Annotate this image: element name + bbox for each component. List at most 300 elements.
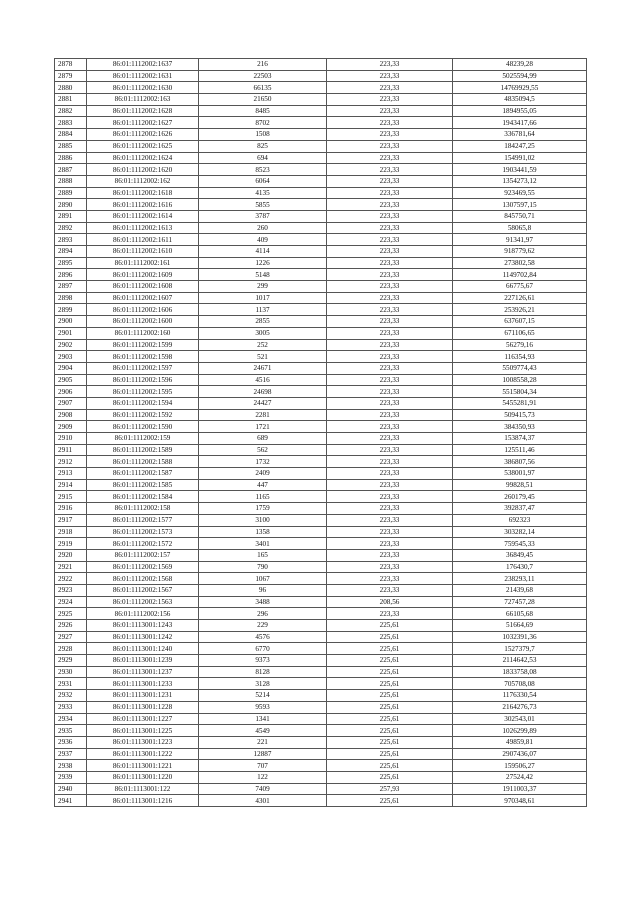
- area-cell: 22503: [199, 70, 327, 82]
- table-row: [55, 725, 587, 737]
- unit-value-cell: 223,33: [327, 105, 453, 117]
- cadastral-value-cell: 705708,08: [453, 678, 587, 690]
- area-cell: 1759: [199, 503, 327, 515]
- row-number-cell: 2880: [55, 82, 87, 94]
- table-row: [55, 82, 587, 94]
- cadastral-number-cell: 86:01:1112002:156: [87, 608, 199, 620]
- unit-value-cell: 223,33: [327, 514, 453, 526]
- unit-value-cell: 223,33: [327, 117, 453, 129]
- cadastral-number-cell: 86:01:1112002:1598: [87, 351, 199, 363]
- cadastral-value-cell: 918779,62: [453, 246, 587, 258]
- table-row: [55, 468, 587, 480]
- table-row: [55, 70, 587, 82]
- cadastral-number-cell: 86:01:1113001:1240: [87, 643, 199, 655]
- cadastral-number-cell: 86:01:1112002:1614: [87, 210, 199, 222]
- area-cell: 707: [199, 760, 327, 772]
- area-cell: 4516: [199, 374, 327, 386]
- unit-value-cell: 223,33: [327, 210, 453, 222]
- row-number-cell: 2915: [55, 491, 87, 503]
- area-cell: 9593: [199, 701, 327, 713]
- unit-value-cell: 223,33: [327, 433, 453, 445]
- cadastral-number-cell: 86:01:1113001:1233: [87, 678, 199, 690]
- cadastral-value-cell: 671106,65: [453, 327, 587, 339]
- table-row: [55, 433, 587, 445]
- table-row: [55, 339, 587, 351]
- cadastral-value-cell: 2114642,53: [453, 655, 587, 667]
- cadastral-number-cell: 86:01:1112002:1587: [87, 468, 199, 480]
- unit-value-cell: 223,33: [327, 479, 453, 491]
- cadastral-number-cell: 86:01:1112002:1589: [87, 444, 199, 456]
- area-cell: 5214: [199, 690, 327, 702]
- area-cell: 790: [199, 561, 327, 573]
- unit-value-cell: 223,33: [327, 70, 453, 82]
- unit-value-cell: 223,33: [327, 549, 453, 561]
- unit-value-cell: 223,33: [327, 444, 453, 456]
- cadastral-value-cell: 1149702,84: [453, 269, 587, 281]
- cadastral-number-cell: 86:01:1112002:1594: [87, 397, 199, 409]
- cadastral-value-cell: 253926,21: [453, 304, 587, 316]
- unit-value-cell: 223,33: [327, 573, 453, 585]
- area-cell: 229: [199, 620, 327, 632]
- cadastral-value-cell: 538001,97: [453, 468, 587, 480]
- row-number-cell: 2905: [55, 374, 87, 386]
- cadastral-number-cell: 86:01:1112002:158: [87, 503, 199, 515]
- area-cell: 4549: [199, 725, 327, 737]
- area-cell: 4114: [199, 246, 327, 258]
- unit-value-cell: 223,33: [327, 584, 453, 596]
- unit-value-cell: 225,61: [327, 713, 453, 725]
- cadastral-value-cell: 1911003,37: [453, 783, 587, 795]
- table-row: [55, 234, 587, 246]
- table-row: [55, 608, 587, 620]
- row-number-cell: 2895: [55, 257, 87, 269]
- table-row: [55, 444, 587, 456]
- cadastral-number-cell: 86:01:1113001:1227: [87, 713, 199, 725]
- table-row: [55, 690, 587, 702]
- row-number-cell: 2884: [55, 129, 87, 141]
- unit-value-cell: 223,33: [327, 561, 453, 573]
- area-cell: 7409: [199, 783, 327, 795]
- row-number-cell: 2918: [55, 526, 87, 538]
- row-number-cell: 2935: [55, 725, 87, 737]
- cadastral-number-cell: 86:01:1113001:1222: [87, 748, 199, 760]
- table-row: [55, 129, 587, 141]
- unit-value-cell: 223,33: [327, 140, 453, 152]
- row-number-cell: 2908: [55, 409, 87, 421]
- unit-value-cell: 223,33: [327, 59, 453, 71]
- unit-value-cell: 223,33: [327, 468, 453, 480]
- row-number-cell: 2931: [55, 678, 87, 690]
- row-number-cell: 2887: [55, 164, 87, 176]
- cadastral-value-cell: 273802,58: [453, 257, 587, 269]
- unit-value-cell: 225,61: [327, 631, 453, 643]
- row-number-cell: 2932: [55, 690, 87, 702]
- cadastral-value-cell: 1943417,66: [453, 117, 587, 129]
- row-number-cell: 2902: [55, 339, 87, 351]
- area-cell: 3401: [199, 538, 327, 550]
- table-row: [55, 386, 587, 398]
- cadastral-number-cell: 86:01:1113001:1220: [87, 771, 199, 783]
- cadastral-number-cell: 86:01:1113001:122: [87, 783, 199, 795]
- table-row: [55, 152, 587, 164]
- cadastral-value-cell: 303282,14: [453, 526, 587, 538]
- row-number-cell: 2885: [55, 140, 87, 152]
- table-row: [55, 269, 587, 281]
- row-number-cell: 2897: [55, 281, 87, 293]
- cadastral-number-cell: 86:01:1112002:1609: [87, 269, 199, 281]
- area-cell: 3128: [199, 678, 327, 690]
- table-row: [55, 573, 587, 585]
- area-cell: 409: [199, 234, 327, 246]
- area-cell: 1508: [199, 129, 327, 141]
- cadastral-number-cell: 86:01:1112002:1613: [87, 222, 199, 234]
- cadastral-number-cell: 86:01:1113001:1231: [87, 690, 199, 702]
- cadastral-number-cell: 86:01:1112002:161: [87, 257, 199, 269]
- unit-value-cell: 223,33: [327, 152, 453, 164]
- table-row: [55, 397, 587, 409]
- unit-value-cell: 223,33: [327, 199, 453, 211]
- area-cell: 8128: [199, 666, 327, 678]
- cadastral-value-cell: 36849,45: [453, 549, 587, 561]
- table-row: [55, 620, 587, 632]
- row-number-cell: 2916: [55, 503, 87, 515]
- unit-value-cell: 223,33: [327, 608, 453, 620]
- table-row: [55, 316, 587, 328]
- cadastral-value-cell: 153874,37: [453, 433, 587, 445]
- cadastral-number-cell: 86:01:1112002:1620: [87, 164, 199, 176]
- unit-value-cell: 223,33: [327, 175, 453, 187]
- cadastral-number-cell: 86:01:1112002:1630: [87, 82, 199, 94]
- cadastral-value-cell: 5515804,34: [453, 386, 587, 398]
- cadastral-value-cell: 727457,28: [453, 596, 587, 608]
- area-cell: 122: [199, 771, 327, 783]
- cadastral-value-cell: 692323: [453, 514, 587, 526]
- cadastral-number-cell: 86:01:1112002:1608: [87, 281, 199, 293]
- cadastral-number-cell: 86:01:1112002:1597: [87, 362, 199, 374]
- area-cell: 96: [199, 584, 327, 596]
- cadastral-value-cell: 159506,27: [453, 760, 587, 772]
- cadastral-value-cell: 227126,61: [453, 292, 587, 304]
- row-number-cell: 2899: [55, 304, 87, 316]
- cadastral-value-cell: 336781,64: [453, 129, 587, 141]
- row-number-cell: 2903: [55, 351, 87, 363]
- table-row: [55, 549, 587, 561]
- row-number-cell: 2881: [55, 94, 87, 106]
- row-number-cell: 2886: [55, 152, 87, 164]
- cadastral-value-cell: 5455281,91: [453, 397, 587, 409]
- unit-value-cell: 223,33: [327, 386, 453, 398]
- cadastral-value-cell: 923469,55: [453, 187, 587, 199]
- row-number-cell: 2894: [55, 246, 87, 258]
- unit-value-cell: 223,33: [327, 82, 453, 94]
- area-cell: 221: [199, 736, 327, 748]
- row-number-cell: 2900: [55, 316, 87, 328]
- table-row: [55, 164, 587, 176]
- row-number-cell: 2889: [55, 187, 87, 199]
- row-number-cell: 2892: [55, 222, 87, 234]
- area-cell: 299: [199, 281, 327, 293]
- table-row: [55, 491, 587, 503]
- row-number-cell: 2883: [55, 117, 87, 129]
- cadastral-number-cell: 86:01:1112002:1595: [87, 386, 199, 398]
- unit-value-cell: 225,61: [327, 760, 453, 772]
- cadastral-value-cell: 1527379,7: [453, 643, 587, 655]
- cadastral-number-cell: 86:01:1112002:1596: [87, 374, 199, 386]
- unit-value-cell: 225,61: [327, 643, 453, 655]
- cadastral-number-cell: 86:01:1112002:157: [87, 549, 199, 561]
- cadastral-value-cell: 27524,42: [453, 771, 587, 783]
- cadastral-number-cell: 86:01:1112002:1569: [87, 561, 199, 573]
- cadastral-value-cell: 91341,97: [453, 234, 587, 246]
- row-number-cell: 2909: [55, 421, 87, 433]
- unit-value-cell: 223,33: [327, 339, 453, 351]
- cadastral-number-cell: 86:01:1112002:1585: [87, 479, 199, 491]
- table-row: [55, 409, 587, 421]
- cadastral-value-cell: 970348,61: [453, 795, 587, 807]
- cadastral-number-cell: 86:01:1112002:1606: [87, 304, 199, 316]
- table-row: [55, 701, 587, 713]
- area-cell: 1721: [199, 421, 327, 433]
- table-row: [55, 631, 587, 643]
- cadastral-number-cell: 86:01:1113001:1216: [87, 795, 199, 807]
- unit-value-cell: 223,33: [327, 362, 453, 374]
- cadastral-number-cell: 86:01:1113001:1221: [87, 760, 199, 772]
- table-row: [55, 210, 587, 222]
- area-cell: 562: [199, 444, 327, 456]
- cadastral-value-cell: 66105,68: [453, 608, 587, 620]
- row-number-cell: 2896: [55, 269, 87, 281]
- unit-value-cell: 223,33: [327, 164, 453, 176]
- cadastral-value-cell: 66775,67: [453, 281, 587, 293]
- area-cell: 6064: [199, 175, 327, 187]
- cadastral-value-cell: 384350,93: [453, 421, 587, 433]
- unit-value-cell: 225,61: [327, 655, 453, 667]
- area-cell: 825: [199, 140, 327, 152]
- cadastral-value-cell: 49859,81: [453, 736, 587, 748]
- row-number-cell: 2904: [55, 362, 87, 374]
- row-number-cell: 2891: [55, 210, 87, 222]
- cadastral-number-cell: 86:01:1112002:1607: [87, 292, 199, 304]
- area-cell: 3005: [199, 327, 327, 339]
- area-cell: 8523: [199, 164, 327, 176]
- table-row: [55, 257, 587, 269]
- row-number-cell: 2919: [55, 538, 87, 550]
- row-number-cell: 2925: [55, 608, 87, 620]
- cadastral-number-cell: 86:01:1112002:1610: [87, 246, 199, 258]
- row-number-cell: 2923: [55, 584, 87, 596]
- cadastral-value-cell: 759545,33: [453, 538, 587, 550]
- table-row: [55, 304, 587, 316]
- row-number-cell: 2913: [55, 468, 87, 480]
- table-row: [55, 736, 587, 748]
- unit-value-cell: 223,33: [327, 503, 453, 515]
- unit-value-cell: 223,33: [327, 374, 453, 386]
- cadastral-number-cell: 86:01:1112002:1611: [87, 234, 199, 246]
- table-row: [55, 783, 587, 795]
- table-row: [55, 643, 587, 655]
- cadastral-number-cell: 86:01:1112002:1625: [87, 140, 199, 152]
- unit-value-cell: 225,61: [327, 701, 453, 713]
- unit-value-cell: 223,33: [327, 526, 453, 538]
- area-cell: 3787: [199, 210, 327, 222]
- table-row: [55, 140, 587, 152]
- cadastral-value-cell: 4835094,5: [453, 94, 587, 106]
- cadastral-number-cell: 86:01:1112002:1573: [87, 526, 199, 538]
- row-number-cell: 2933: [55, 701, 87, 713]
- row-number-cell: 2941: [55, 795, 87, 807]
- row-number-cell: 2936: [55, 736, 87, 748]
- area-cell: 1017: [199, 292, 327, 304]
- area-cell: 1358: [199, 526, 327, 538]
- cadastral-number-cell: 86:01:1112002:1600: [87, 316, 199, 328]
- row-number-cell: 2901: [55, 327, 87, 339]
- row-number-cell: 2938: [55, 760, 87, 772]
- unit-value-cell: 223,33: [327, 304, 453, 316]
- unit-value-cell: 223,33: [327, 351, 453, 363]
- area-cell: 8485: [199, 105, 327, 117]
- cadastral-number-cell: 86:01:1113001:1228: [87, 701, 199, 713]
- table-row: [55, 59, 587, 71]
- table-row: [55, 374, 587, 386]
- area-cell: 252: [199, 339, 327, 351]
- table-row: [55, 514, 587, 526]
- area-cell: 2855: [199, 316, 327, 328]
- row-number-cell: 2907: [55, 397, 87, 409]
- unit-value-cell: 225,61: [327, 690, 453, 702]
- cadastral-number-cell: 86:01:1112002:1626: [87, 129, 199, 141]
- cadastral-number-cell: 86:01:1112002:163: [87, 94, 199, 106]
- cadastral-number-cell: 86:01:1112002:1563: [87, 596, 199, 608]
- area-cell: 6770: [199, 643, 327, 655]
- cadastral-value-cell: 392837,47: [453, 503, 587, 515]
- cadastral-value-cell: 184247,25: [453, 140, 587, 152]
- row-number-cell: 2898: [55, 292, 87, 304]
- cadastral-value-cell: 154991,02: [453, 152, 587, 164]
- table-row: [55, 94, 587, 106]
- area-cell: 216: [199, 59, 327, 71]
- cadastral-value-cell: 125511,46: [453, 444, 587, 456]
- table-row: [55, 175, 587, 187]
- table-row: [55, 713, 587, 725]
- unit-value-cell: 225,61: [327, 736, 453, 748]
- cadastral-number-cell: 86:01:1112002:1588: [87, 456, 199, 468]
- unit-value-cell: 225,61: [327, 725, 453, 737]
- cadastral-number-cell: 86:01:1112002:1592: [87, 409, 199, 421]
- table-row: [55, 795, 587, 807]
- table-row: [55, 503, 587, 515]
- row-number-cell: 2910: [55, 433, 87, 445]
- table-row: [55, 117, 587, 129]
- table-row: [55, 246, 587, 258]
- table-row: [55, 526, 587, 538]
- unit-value-cell: 225,61: [327, 620, 453, 632]
- area-cell: 4135: [199, 187, 327, 199]
- table-body: [55, 59, 587, 807]
- area-cell: 4301: [199, 795, 327, 807]
- unit-value-cell: 223,33: [327, 327, 453, 339]
- area-cell: 1341: [199, 713, 327, 725]
- cadastral-value-cell: 176430,7: [453, 561, 587, 573]
- area-cell: 21650: [199, 94, 327, 106]
- area-cell: 5855: [199, 199, 327, 211]
- row-number-cell: 2937: [55, 748, 87, 760]
- area-cell: 9373: [199, 655, 327, 667]
- cadastral-value-cell: 509415,73: [453, 409, 587, 421]
- cadastral-value-cell: 48239,28: [453, 59, 587, 71]
- table-row: [55, 538, 587, 550]
- unit-value-cell: 225,61: [327, 748, 453, 760]
- cadastral-number-cell: 86:01:1112002:160: [87, 327, 199, 339]
- cadastral-value-cell: 1307597,15: [453, 199, 587, 211]
- table-row: [55, 771, 587, 783]
- unit-value-cell: 223,33: [327, 421, 453, 433]
- row-number-cell: 2911: [55, 444, 87, 456]
- table-row: [55, 327, 587, 339]
- cadastral-value-cell: 5025594,99: [453, 70, 587, 82]
- cadastral-number-cell: 86:01:1112002:1628: [87, 105, 199, 117]
- table-row: [55, 678, 587, 690]
- area-cell: 4576: [199, 631, 327, 643]
- cadastral-value-cell: 14769929,55: [453, 82, 587, 94]
- table-row: [55, 421, 587, 433]
- cadastral-value-cell: 21439,68: [453, 584, 587, 596]
- area-cell: 2409: [199, 468, 327, 480]
- area-cell: 1165: [199, 491, 327, 503]
- table-row: [55, 351, 587, 363]
- cadastral-value-cell: 1032391,36: [453, 631, 587, 643]
- table-row: [55, 655, 587, 667]
- row-number-cell: 2906: [55, 386, 87, 398]
- cadastral-value-cell: 99828,51: [453, 479, 587, 491]
- area-cell: 24698: [199, 386, 327, 398]
- cadastral-number-cell: 86:01:1112002:1584: [87, 491, 199, 503]
- area-cell: 2281: [199, 409, 327, 421]
- cadastral-value-cell: 51664,69: [453, 620, 587, 632]
- cadastral-value-cell: 386807,56: [453, 456, 587, 468]
- row-number-cell: 2912: [55, 456, 87, 468]
- cadastral-number-cell: 86:01:1113001:1223: [87, 736, 199, 748]
- unit-value-cell: 223,33: [327, 187, 453, 199]
- row-number-cell: 2929: [55, 655, 87, 667]
- row-number-cell: 2927: [55, 631, 87, 643]
- unit-value-cell: 225,61: [327, 771, 453, 783]
- cadastral-value-cell: 845750,71: [453, 210, 587, 222]
- row-number-cell: 2914: [55, 479, 87, 491]
- cadastral-number-cell: 86:01:1112002:1616: [87, 199, 199, 211]
- unit-value-cell: 225,61: [327, 666, 453, 678]
- unit-value-cell: 223,33: [327, 316, 453, 328]
- area-cell: 521: [199, 351, 327, 363]
- unit-value-cell: 223,33: [327, 409, 453, 421]
- cadastral-number-cell: 86:01:1112002:1624: [87, 152, 199, 164]
- table-row: [55, 199, 587, 211]
- area-cell: 1226: [199, 257, 327, 269]
- area-cell: 3488: [199, 596, 327, 608]
- cadastral-value-cell: 58065,8: [453, 222, 587, 234]
- cadastral-number-cell: 86:01:1113001:1242: [87, 631, 199, 643]
- table-row: [55, 584, 587, 596]
- cadastral-number-cell: 86:01:1112002:1590: [87, 421, 199, 433]
- unit-value-cell: 223,33: [327, 129, 453, 141]
- row-number-cell: 2928: [55, 643, 87, 655]
- cadastral-number-cell: 86:01:1112002:1599: [87, 339, 199, 351]
- cadastral-value-cell: 5509774,43: [453, 362, 587, 374]
- table-row: [55, 748, 587, 760]
- cadastral-number-cell: 86:01:1112002:162: [87, 175, 199, 187]
- area-cell: 260: [199, 222, 327, 234]
- row-number-cell: 2917: [55, 514, 87, 526]
- area-cell: 24427: [199, 397, 327, 409]
